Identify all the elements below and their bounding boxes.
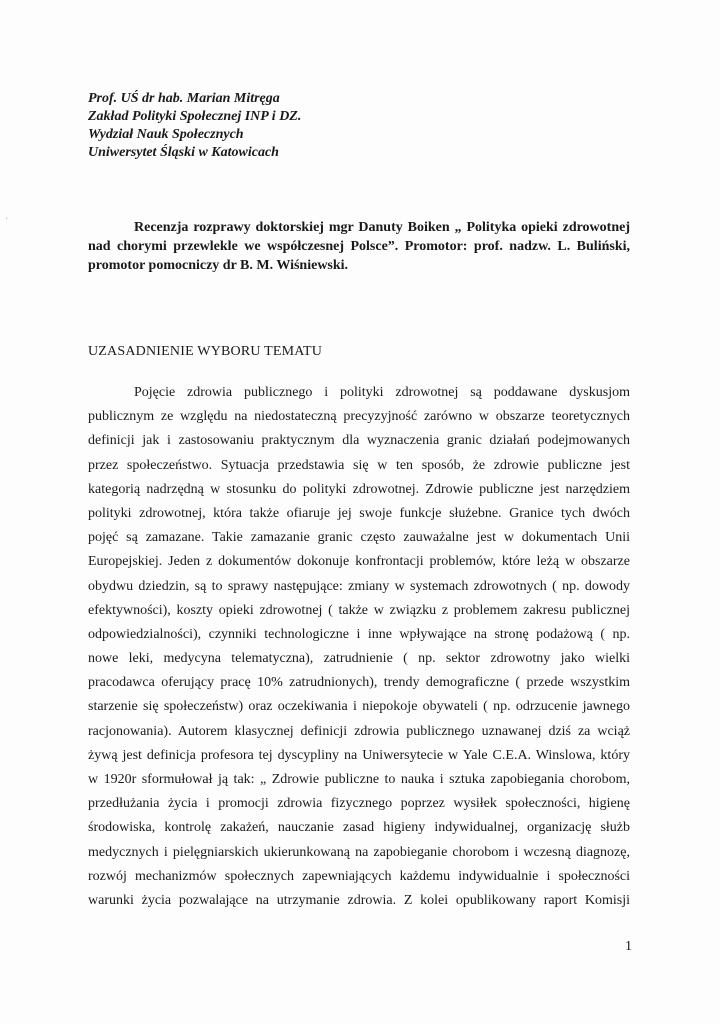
body-line: definicji jak i zastosowaniu praktycznym dla wyznaczenia granic działań podejmowanych	[88, 433, 630, 449]
scan-artifact-mark: ′	[6, 216, 8, 225]
department-line: Zakład Polityki Społecznej INP i DZ.	[88, 109, 302, 124]
body-line: pracodawca oferujący pracę 10% zatrudnionych), trendy demograficzne ( przede wszystkim	[88, 675, 630, 691]
body-line: publicznym ze względu na niedostateczną precyzyjność zarówno w obszarze teoretycznych	[88, 409, 630, 425]
author-affiliation-block	[88, 90, 588, 162]
body-line: efektywności), koszty opieki zdrowotnej ( także w związku z problemem zakresu publicznej	[88, 602, 630, 618]
body-line: racjonowania). Autorem klasycznej definicji zdrowia publicznego uznawanej dziś za wciąż	[88, 723, 630, 739]
body-paragraph	[88, 381, 630, 913]
review-title	[88, 218, 630, 275]
body-line: w 1920r sformułował ją tak: „ Zdrowie publiczne to nauka i sztuka zapobiegania chorobom,	[88, 772, 630, 787]
author-name-line: Prof. UŚ dr hab. Marian Mitręga	[88, 91, 280, 106]
body-line: Pojęcie zdrowia publicznego i polityki zdrowotnej są poddawane dyskusjom	[134, 385, 630, 400]
body-line: środowiska, kontrolę zakażeń, nauczanie zasad higieny indywidualnej, organizację służb	[88, 820, 630, 836]
body-line: przedłużania życia i promocji zdrowia fizycznego poprzez wysiłek społeczności, higienę	[88, 796, 630, 812]
body-line: polityki zdrowotnej, która także ofiaruje jej swoje funkcje służebne. Granice tych dwóch	[88, 505, 630, 521]
body-line: nowe leki, medycyna telematyczna), zatrudnienie ( np. sektor zdrowotny jako wielki	[88, 651, 630, 667]
review-title-text: Recenzja rozprawy doktorskiej mgr Danuty Boiken „ Polityka opieki zdrowotnej nad chorymi przewlekle we współczesnej Polsce”. Promotor: prof. nadzw. L. Buliński, promotor pomocniczy dr B. M. Wiśniewski.	[88, 220, 630, 273]
body-line: odpowiedzialności), czynniki technologiczne i inne wpływające na stronę podażową ( np.	[88, 626, 630, 642]
university-line: Uniwersytet Śląski w Katowicach	[88, 145, 279, 160]
body-line: kategorią nadrzędną w stosunku do polityki zdrowotnej. Zdrowie publiczne jest narzędziem	[88, 481, 630, 497]
body-line: pojęć są zamazane. Takie zamazanie granic często zauważalne jest w dokumentach Unii	[88, 530, 630, 546]
body-line: warunki życia pozwalające na utrzymanie zdrowia. Z kolei opublikowany raport Komisji	[88, 892, 630, 908]
body-line: żywą jest definicja profesora tej dyscypliny na Uniwersytecie w Yale C.E.A. Winslowa, który	[88, 747, 630, 763]
body-line: medycznych i pielęgniarskich ukierunkowaną na zapobieganie chorobom i wczesną diagnozę,	[88, 844, 630, 860]
page-number: 1	[625, 939, 632, 954]
body-line: starzenie się społeczeństw) oraz oczekiwania i niepokoje obywateli ( np. odrzucenie jawnego	[88, 699, 630, 715]
faculty-line: Wydział Nauk Społecznych	[88, 127, 244, 142]
section-heading: UZASADNIENIE WYBORU TEMATU	[88, 344, 323, 359]
body-line: Europejskiej. Jeden z dokumentów dokonuje konfrontacji problemów, które leżą w obszarze	[88, 554, 630, 570]
body-line: obydwu dziedzin, są to sprawy następujące: zmiany w systemach zdrowotnych ( np. dowody	[88, 578, 630, 594]
body-line: przez społeczeństwo. Sytuacja przedstawia się w ten sposób, że zdrowie publiczne jest	[88, 457, 630, 473]
body-line: rozwój mechanizmów społecznych zapewniających każdemu indywidualnie i społeczności	[88, 868, 630, 884]
